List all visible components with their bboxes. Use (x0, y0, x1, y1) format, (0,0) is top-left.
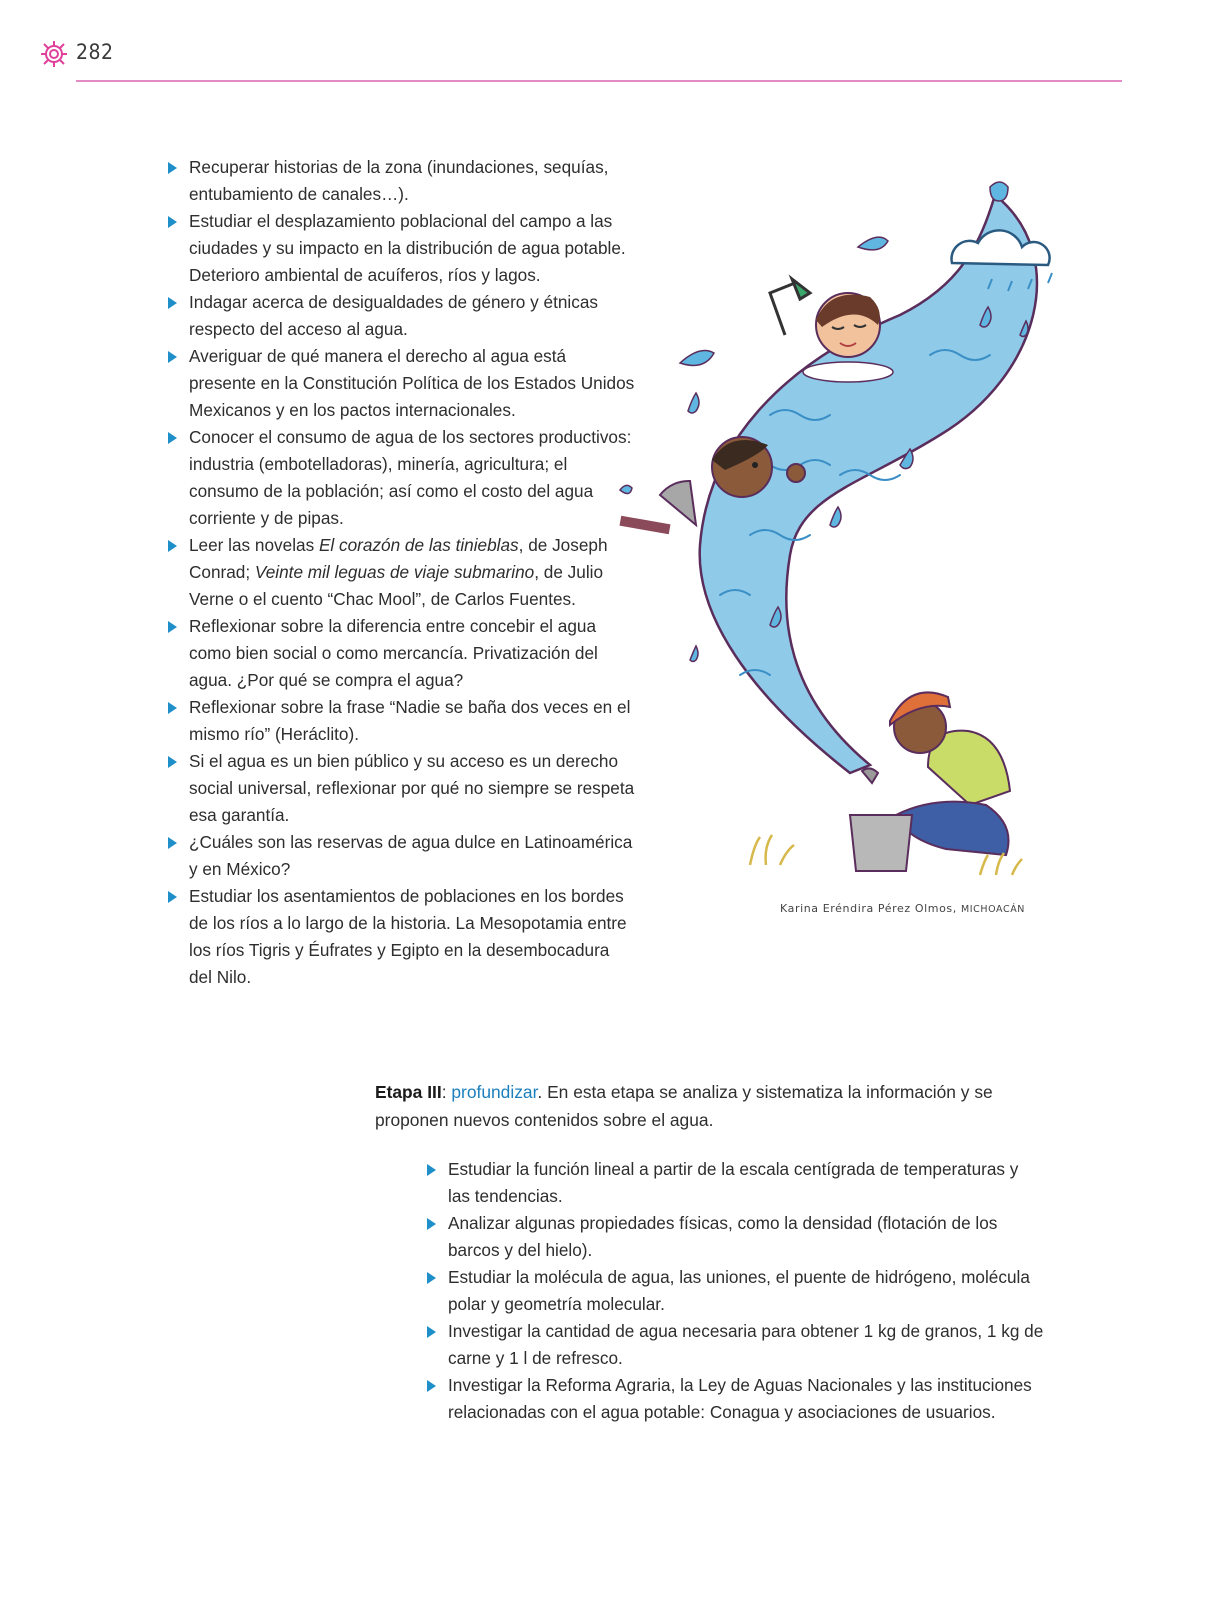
list-item: Estudiar la molécula de agua, las uniones, el puente de hidrógeno, molécula polar y geometría molecular. (425, 1264, 1045, 1318)
water-flow-illustration (600, 175, 1080, 890)
bullet-arrow-icon (168, 216, 177, 228)
page-number: 282 (76, 40, 114, 64)
ornament-icon (40, 40, 68, 68)
bullet-arrow-icon (168, 756, 177, 768)
stage-paragraph: Etapa III: profundizar. En esta etapa se analiza y sistematiza la información y se proponen nuevos contenidos sobre el agua. (375, 1082, 993, 1130)
bullet-arrow-icon (427, 1326, 436, 1338)
right-bullet-list (425, 1156, 1045, 1426)
bullet-arrow-icon (168, 162, 177, 174)
list-item: Analizar algunas propiedades físicas, como la densidad (flotación de los barcos y del hielo). (425, 1210, 1045, 1264)
bullet-arrow-icon (168, 621, 177, 633)
list-item: Investigar la cantidad de agua necesaria para obtener 1 kg de granos, 1 kg de carne y 1 l de refresco. (425, 1318, 1045, 1372)
list-item: Recuperar historias de la zona (inundaciones, sequías, entubamiento de canales…). (166, 154, 636, 208)
bullet-arrow-icon (168, 432, 177, 444)
stage-keyword: profundizar (451, 1082, 538, 1102)
bullet-arrow-icon (168, 297, 177, 309)
page-header (40, 38, 1080, 88)
list-item: Averiguar de qué manera el derecho al agua está presente en la Constitución Política de los Estados Unidos Mexicanos y en los pactos internacionales. (166, 343, 636, 424)
bullet-arrow-icon (427, 1272, 436, 1284)
bullet-arrow-icon (168, 702, 177, 714)
list-item: Estudiar los asentamientos de poblaciones en los bordes de los ríos a lo largo de la historia. La Mesopotamia entre los ríos Tigris y Éufrates y Egipto en la desembocadura del Nilo. (166, 883, 636, 991)
list-item: Conocer el consumo de agua de los sectores productivos: industria (embotelladoras), minería, agricultura; el consumo de la población; así como el costo del agua corriente y de pipas. (166, 424, 636, 532)
list-item: Indagar acerca de desigualdades de género y étnicas respecto del acceso al agua. (166, 289, 636, 343)
bullet-arrow-icon (427, 1218, 436, 1230)
bullet-arrow-icon (427, 1164, 436, 1176)
header-divider (76, 80, 1122, 82)
list-item: Estudiar el desplazamiento poblacional del campo a las ciudades y su impacto en la distribución de agua potable. Deterioro ambiental de acuíferos, ríos y lagos. (166, 208, 636, 289)
list-item: Reflexionar sobre la frase “Nadie se baña dos veces en el mismo río” (Heráclito). (166, 694, 636, 748)
bullet-arrow-icon (168, 540, 177, 552)
list-item: Estudiar la función lineal a partir de la escala centígrada de temperaturas y las tendencias. (425, 1156, 1045, 1210)
bullet-arrow-icon (168, 837, 177, 849)
illustration-credit: Karina Eréndira Pérez Olmos, MICHOACÁN (780, 902, 1026, 915)
list-item: Reflexionar sobre la diferencia entre concebir el agua como bien social o como mercancía. Privatización del agua. ¿Por qué se compra el agua? (166, 613, 636, 694)
list-item: ¿Cuáles son las reservas de agua dulce en Latinoamérica y en México? (166, 829, 636, 883)
bullet-arrow-icon (168, 351, 177, 363)
bullet-arrow-icon (168, 891, 177, 903)
list-item: Investigar la Reforma Agraria, la Ley de Aguas Nacionales y las instituciones relacionadas con el agua potable: Conagua y asociaciones de usuarios. (425, 1372, 1045, 1426)
stage-label: Etapa III (375, 1082, 442, 1102)
list-item: Leer las novelas El corazón de las tinieblas, de Joseph Conrad; Veinte mil leguas de viaje submarino, de Julio Verne o el cuento “Chac Mool”, de Carlos Fuentes. (166, 532, 636, 613)
bullet-arrow-icon (427, 1380, 436, 1392)
left-bullet-list (166, 154, 636, 991)
shower-icon (770, 279, 810, 335)
boy-with-bucket (850, 692, 1010, 871)
list-item: Si el agua es un bien público y su acceso es un derecho social universal, reflexionar por qué no siempre se respeta esa garantía. (166, 748, 636, 829)
